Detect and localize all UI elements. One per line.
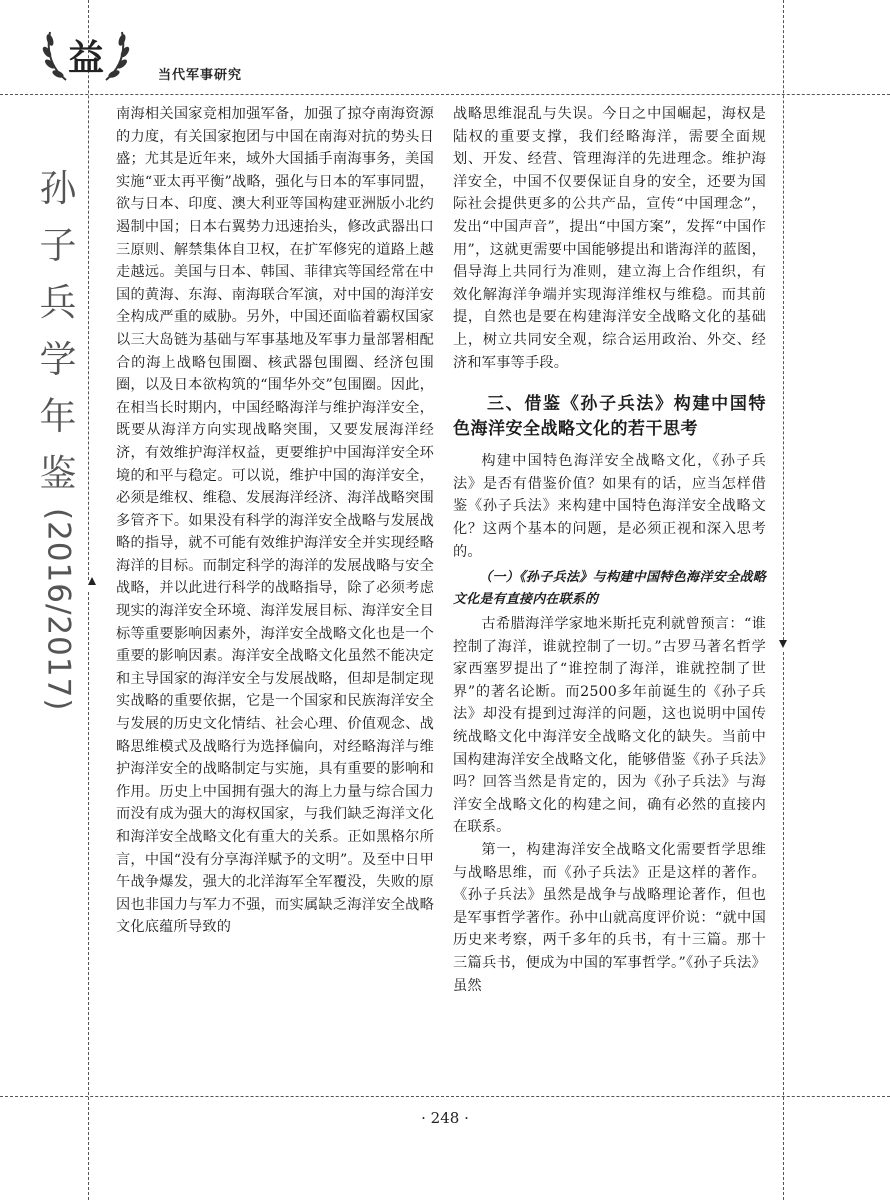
footer-rule — [0, 1096, 890, 1097]
body-paragraph: 第一，构建海洋安全战略文化需要哲学思维与战略思维，而《孙子兵法》正是这样的著作。《孙子兵法》虽然是战争与战略理论著作，但也是军事哲学著作。孙中山就高度评价说：“就中国历史来考察，两千多年的兵书，有十三篇。那十三篇兵书，便成为中国的军事哲学。”《孙子兵法》虽然 — [453, 842, 766, 994]
body-paragraph: 战略思维混乱与失误。今日之中国崛起，海权是陆权的重要支撑，我们经略海洋，需要全面规划、开发、经营、管理海洋的先进理念。维护海洋安全，中国不仅要保证自身的安全，还要为国际社会提供更多的公共产品，宣传“中国理念”，发出“中国声音”，提出“中国方案”，发挥“中国作用”，这就更需要中国能够提出和谐海洋的蓝图，倡导海上共同行为准则，建立海上合作组织，有效化解海洋争端并实现海洋维权与维稳。而其前提，自然也是要在构建海洋安全战略文化的基础上，树立共同安全观，综合运用政治、外交、经济和军事等手段。 — [453, 106, 766, 371]
header-rule — [0, 94, 890, 95]
side-title-chars — [28, 160, 88, 502]
body-paragraph: 构建中国特色海洋安全战略文化，《孙子兵法》是否有借鉴价值？如果有的话，应当怎样借鉴《孙子兵法》来构建中国特色海洋安全战略文化？这两个基本的问题，是必须正视和深入思考的。 — [453, 453, 766, 560]
text-column-right — [453, 103, 766, 997]
body-paragraph: 古希腊海洋学家地米斯托克利就曾预言：“谁控制了海洋，谁就控制了一切。”古罗马著名哲学家西塞罗提出了“谁控制了海洋，谁就控制了世界”的著名论断。而2500多年前诞生的《孙子兵法》却没有提到过海洋的问题，这也说明中国传统战略文化中海洋安全战略文化的缺失。当前中国构建海洋安全战略文化，能够借鉴《孙子兵法》吗？回答当然是肯定的，因为《孙子兵法》与海洋安全战略文化的构建之间，确有必然的直接内在联系。 — [453, 616, 766, 836]
journal-logo — [36, 22, 136, 88]
side-title-char: 学 — [39, 338, 77, 381]
logo-mark: 益 — [67, 38, 105, 79]
arrow-up-icon — [88, 577, 96, 585]
right-margin-rule — [783, 0, 784, 640]
side-title — [28, 160, 88, 711]
sub-heading: （一）《孙子兵法》与构建中国特色海洋安全战略文化是有直接内在联系的 — [453, 570, 766, 608]
journal-name: 当代军事研究 — [158, 68, 243, 83]
side-title-char: 年 — [39, 395, 77, 438]
section-heading: 三、借鉴《孙子兵法》构建中国特色海洋安全战略文化的若干思考 — [453, 394, 766, 440]
text-column-left — [116, 103, 434, 939]
body-paragraph: 南海相关国家竞相加强军备，加强了掠夺南海资源的力度，有关国家抱团与中国在南海对抗的势头日盛；尤其是近年来，域外大国插手南海事务，美国实施“亚太再平衡”战略，强化与日本的军事同盟，欲与日本、印度、澳大利亚等国构建亚洲版小北约遏制中国；日本右翼势力迅速抬头，修改武器出口三原则、解禁集体自卫权，在扩军修宪的道路上越走越远。美国与日本、韩国、菲律宾等国经常在中国的黄海、东海、南海联合军演，对中国的海洋安全构成严重的威胁。另外，中国还面临着霸权国家以三大岛链为基础与军事基地及军事力量部署相配合的海上战略包围圈、核武器包围圈、经济包围圈，以及日本欲构筑的“围华外交”包围圈。因此，在相当长时期内，中国经略海洋与维护海洋安全，既要从海洋方向实现战略突围，又要发展海洋经济，有效维护海洋权益，更要维护中国海洋安全环境的和平与稳定。可以说，维护中国的海洋安全，必须是维权、维稳、发展海洋经济、海洋战略突围多管齐下。如果没有科学的海洋安全战略与发展战略的指导，就不可能有效维护海洋安全并实现经略海洋的目标。而制定科学的海洋的发展战略与安全战略，并以此进行科学的战略指导，除了必须考虑现实的海洋安全环境、海洋发展目标、海洋安全目标等重要影响因素外，海洋安全战略文化也是一个重要的影响因素。海洋安全战略文化虽然不能决定和主导国家的海洋安全与发展战略，但却是制定现实战略的重要依据，它是一个国家和民族海洋安全与发展的历史文化情结、社会心理、价值观念、战略思维模式及战略行为选择偏向，对经略海洋与维护海洋安全的战略制定与实施，具有重要的影响和作用。历史上中国拥有强大的海上力量与综合国力而没有成为强大的海权国家，与我们缺乏海洋文化和海洋安全战略文化有重大的关系。正如黑格尔所言，中国“没有分享海洋赋予的文明”。及至中日甲午战争爆发，强大的北洋海军全军覆没，失败的原因也非国力与军力不强，而实属缺乏海洋安全战略文化底蕴所导致的 — [116, 106, 434, 936]
page-number: · 248 · — [421, 1109, 469, 1127]
side-title-char: 兵 — [39, 281, 77, 324]
side-title-char: 孙 — [39, 167, 77, 210]
side-title-char: 子 — [39, 224, 77, 267]
arrow-down-icon — [779, 640, 787, 648]
side-title-char: 鉴 — [39, 452, 77, 495]
side-title-year: (2016/2017) — [40, 508, 77, 712]
